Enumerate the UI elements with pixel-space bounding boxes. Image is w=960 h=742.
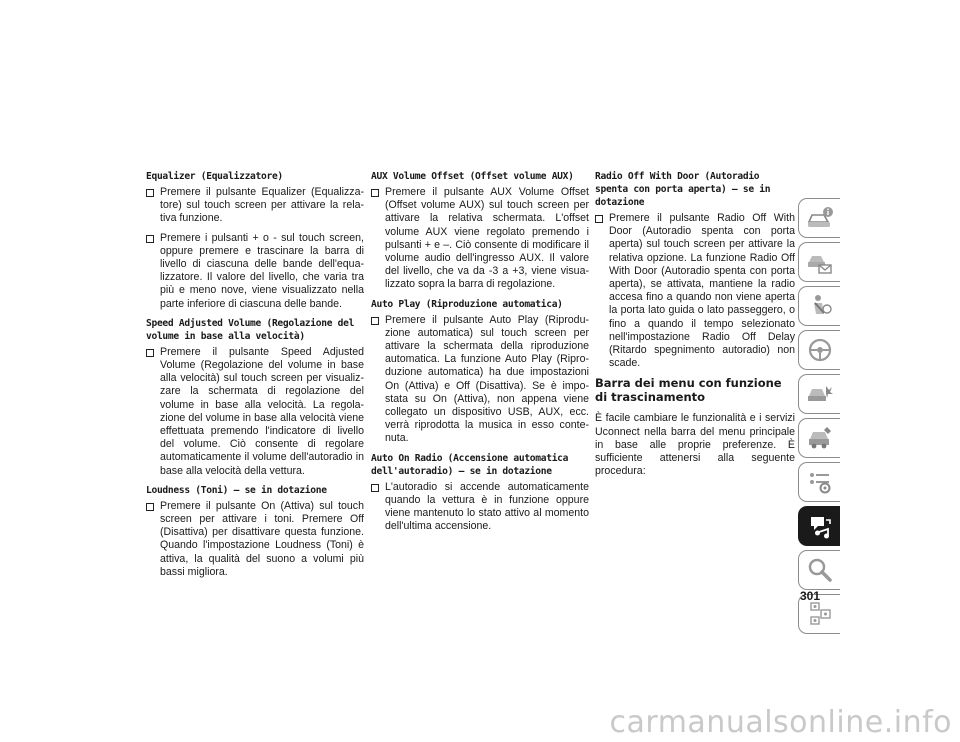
heading-auto-on-radio: Auto On Radio (Accensione automatica dell'autoradio) – se in dotazione — [371, 452, 569, 477]
heading-speed-adjusted-volume: Speed Adjusted Volume (Regolazione del volume in base alla velocità) — [146, 317, 355, 342]
bullet-item: Premere il pulsante On (Attiva) sul touch screen per attivare i toni. Premere Off (Disattiva) per disattivare questa funzione. Quando l'impostazione Loudness (Toni) è attiva, la qualità del suono a volumi più bassi migliora. — [146, 500, 364, 579]
watermark: carmanualsonline.info — [609, 705, 952, 740]
tab-car-service[interactable] — [798, 418, 840, 458]
heading-loudness: Loudness (Toni) – se in dotazione — [146, 484, 327, 496]
steering-wheel-icon — [806, 336, 834, 364]
tab-car-info[interactable] — [798, 198, 840, 238]
bullet-item: Premere il pulsante Radio Off With Door (Autoradio spenta con porta aperta) sul touch screen per attivare la relativa opzione. La funzione Radio Off With Door (Autoradio spenta con porta aperta), se attivata, mantiene la radio accesa fino a quando non viene aperta la porta lato guida o lato passeggero, o fino a quando il tempo selezionato nell'impostazione Radio Off Delay (Ritardo spegnimento autoradio) non scade. — [595, 212, 795, 370]
languages-icon — [806, 600, 834, 628]
bullet-square-icon — [595, 215, 603, 223]
chapter-tabs — [798, 198, 840, 638]
column-3 — [595, 170, 795, 478]
bullet-item: Premere il pulsante Equalizer (Equalizza-tore) sul touch screen per attivare la rela-tiva funzione. — [146, 186, 364, 226]
bullet-square-icon — [146, 349, 154, 357]
bullet-square-icon — [146, 503, 154, 511]
search-index-icon — [806, 556, 834, 584]
column-2 — [371, 170, 589, 539]
page-number: 301 — [800, 589, 821, 603]
heading-auto-play: Auto Play (Riproduzione automatica) — [371, 298, 563, 310]
tab-car-mail[interactable] — [798, 242, 840, 282]
heading-aux-volume-offset: AUX Volume Offset (Offset volume AUX) — [371, 171, 574, 182]
car-info-icon — [806, 204, 834, 232]
tab-steering-wheel[interactable] — [798, 330, 840, 370]
bullet-item: Premere il pulsante Speed Adjusted Volume (Regolazione del volume in base alla velocità) sul touch screen per visualiz-zare la schermata di regolazione del volume in base alla velocità. La regola-zione del volume in base alla velocità viene effettuata premendo l'indicatore di livello del volume. Ciò consente di regolare automaticamente il volume dell'autoradio in base alla velocità della vettura. — [146, 346, 364, 478]
bullet-item: Premere i pulsanti + o - sul touch screen, oppure premere e trascinare la barra di livello di ciascuna delle bande dell'equa-lizzatore. Il valore del livello, che varia tra più e meno nove, viene visualizzato nella parte inferiore di ciascuna delle bande. — [146, 232, 364, 311]
column-1 — [146, 170, 364, 585]
specs-list-icon — [806, 468, 834, 496]
bullet-item: Premere il pulsante Auto Play (Riprodu-zione automatica) sul touch screen per attivare la schermata della riproduzione automatica. La funzione Auto Play (Ripro-duzione automatica) ha due impostazioni On (Attiva) e Off (Disattiva). Se è impo-stata su On (Attiva), non appena viene collegato un dispositivo USB, AUX, ecc. verrà riprodotta la musica in esso conte-nuta. — [371, 314, 589, 446]
seat-safety-icon — [806, 292, 834, 320]
tab-search-index[interactable] — [798, 550, 840, 590]
bullet-square-icon — [146, 189, 154, 197]
car-crash-icon — [806, 380, 834, 408]
car-service-icon — [806, 424, 834, 452]
section-heading: Barra dei menu con funzione di trascinamento — [595, 376, 782, 405]
bullet-item: Premere il pulsante AUX Volume Offset (Offset volume AUX) sul touch screen per attivare la relativa schermata. L'offset volume AUX viene regolato premendo i pulsanti + e –. Ciò consente di modificare il volume audio dell'ingresso AUX. Il valore del livello, che va da -3 a +3, viene visua-lizzato sopra la barra di regolazione. — [371, 186, 589, 292]
bullet-square-icon — [371, 189, 379, 197]
car-mail-icon — [806, 248, 834, 276]
heading-equalizer: Equalizer (Equalizzatore) — [146, 171, 283, 182]
bullet-item: L'autoradio si accende automaticamente quando la vettura è in funzione oppure viene mantenuto lo stato attivo al momento dell'ultima accensione. — [371, 481, 589, 534]
bullet-square-icon — [146, 235, 154, 243]
tab-specs-list[interactable] — [798, 462, 840, 502]
bullet-square-icon — [371, 317, 379, 325]
paragraph: È facile cambiare le funzionalità e i servizi Uconnect nella barra del menu principale in base alle proprie preferenze. È sufficiente attenersi alla seguente procedura: — [595, 412, 795, 478]
tab-seat-safety[interactable] — [798, 286, 840, 326]
tab-car-crash[interactable] — [798, 374, 840, 414]
multimedia-icon — [806, 512, 834, 540]
heading-radio-off-with-door: Radio Off With Door (Autoradio spenta con porta aperta) – se in dotazione — [595, 171, 771, 208]
tab-multimedia[interactable] — [798, 506, 840, 546]
bullet-square-icon — [371, 484, 379, 492]
